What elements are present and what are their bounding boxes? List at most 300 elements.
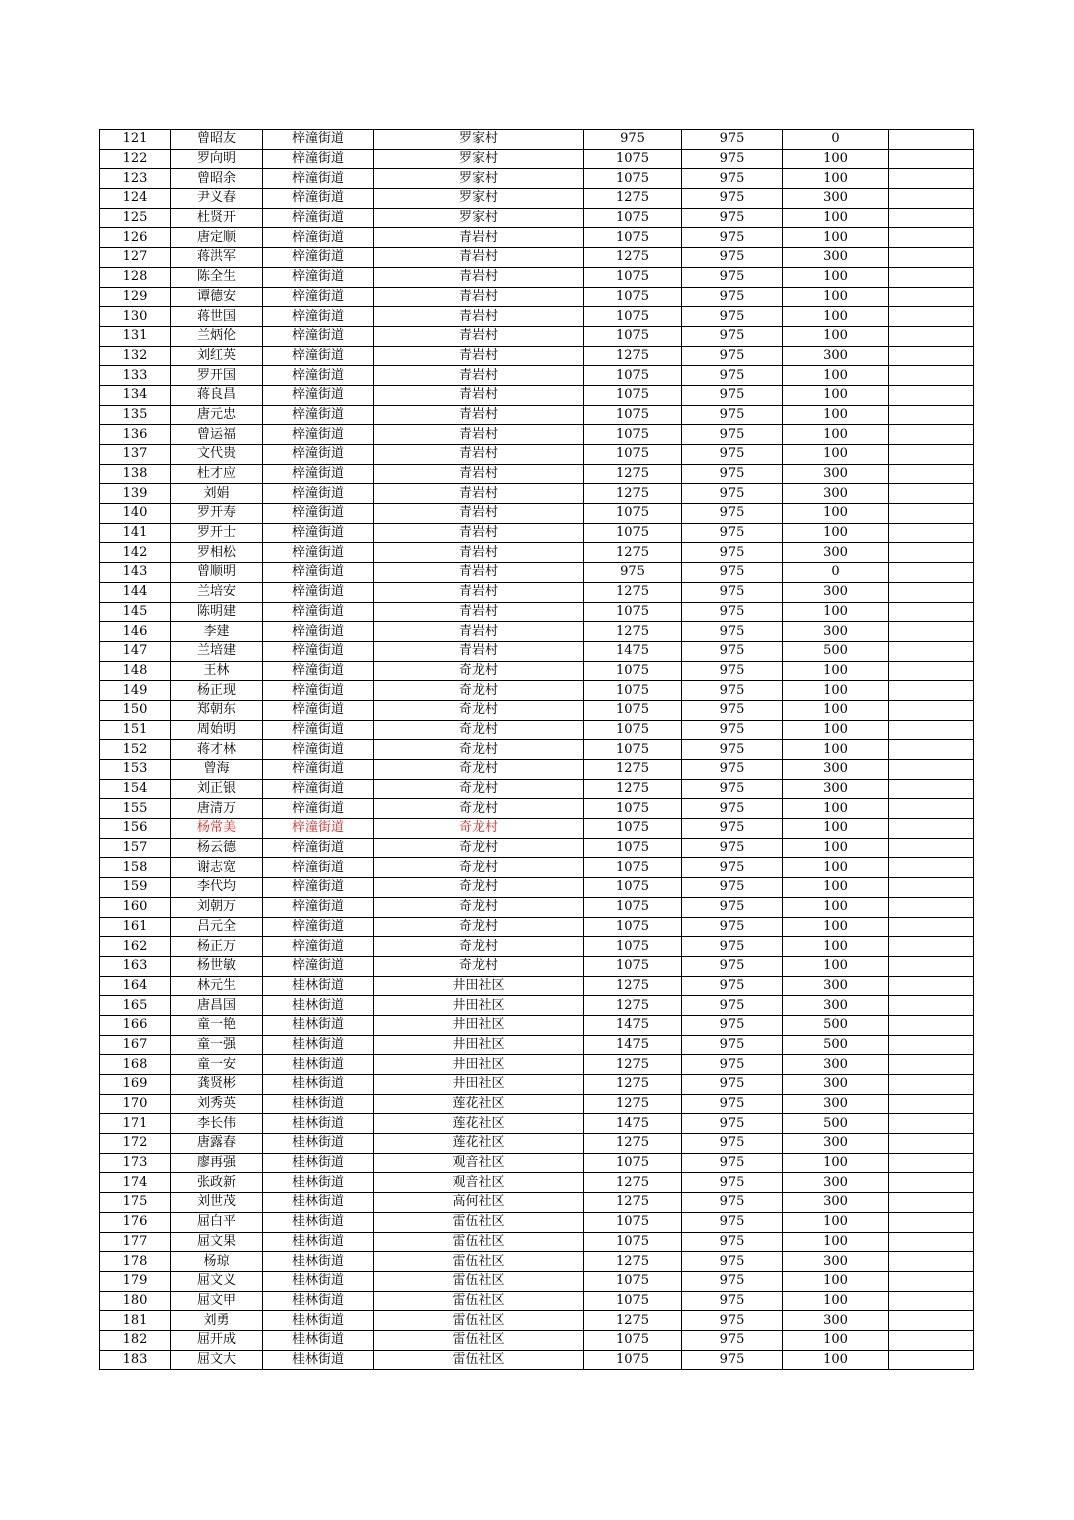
difference-cell: 100 [783,1350,889,1370]
remark-cell [889,1134,974,1154]
subdistrict-cell: 梓潼街道 [263,622,374,642]
amount-b-cell: 975 [682,523,783,543]
subdistrict-cell: 梓潼街道 [263,937,374,957]
table-row [100,405,974,425]
subdistrict-cell: 梓潼街道 [263,228,374,248]
amount-b-cell: 975 [682,484,783,504]
amount-b-cell: 975 [682,1232,783,1252]
table-row [100,366,974,386]
remark-cell [889,484,974,504]
subdistrict-cell: 桂林街道 [263,1291,374,1311]
table-row [100,130,974,150]
village-cell: 奇龙村 [374,819,584,839]
subdistrict-cell: 梓潼街道 [263,740,374,760]
difference-cell: 100 [783,405,889,425]
amount-a-cell: 1475 [584,641,682,661]
name-cell: 林元生 [171,976,263,996]
subdistrict-cell: 梓潼街道 [263,385,374,405]
subdistrict-cell: 梓潼街道 [263,720,374,740]
amount-a-cell: 1075 [584,819,682,839]
amount-a-cell: 1475 [584,1114,682,1134]
name-cell: 郑朝东 [171,700,263,720]
table-row [100,287,974,307]
amount-a-cell: 1275 [584,582,682,602]
subdistrict-cell: 梓潼街道 [263,346,374,366]
row-number-cell: 178 [100,1252,171,1272]
village-cell: 青岩村 [374,307,584,327]
subdistrict-cell: 梓潼街道 [263,405,374,425]
remark-cell [889,799,974,819]
name-cell: 谢志宽 [171,858,263,878]
village-cell: 雷伍社区 [374,1350,584,1370]
row-number-cell: 145 [100,602,171,622]
amount-a-cell: 1075 [584,740,682,760]
difference-cell: 100 [783,425,889,445]
remark-cell [889,1330,974,1350]
remark-cell [889,307,974,327]
subdistrict-cell: 梓潼街道 [263,366,374,386]
subdistrict-cell: 梓潼街道 [263,543,374,563]
amount-b-cell: 975 [682,1291,783,1311]
row-number-cell: 128 [100,267,171,287]
amount-a-cell: 1075 [584,1350,682,1370]
subdistrict-cell: 桂林街道 [263,1173,374,1193]
village-cell: 奇龙村 [374,779,584,799]
name-cell: 陈明建 [171,602,263,622]
amount-b-cell: 975 [682,740,783,760]
row-number-cell: 123 [100,169,171,189]
amount-a-cell: 1275 [584,464,682,484]
amount-a-cell: 1075 [584,445,682,465]
amount-a-cell: 1275 [584,1252,682,1272]
name-cell: 罗向明 [171,149,263,169]
difference-cell: 100 [783,937,889,957]
row-number-cell: 161 [100,917,171,937]
subdistrict-cell: 梓潼街道 [263,504,374,524]
remark-cell [889,1291,974,1311]
difference-cell: 100 [783,267,889,287]
amount-b-cell: 975 [682,1173,783,1193]
subdistrict-cell: 梓潼街道 [263,799,374,819]
village-cell: 罗家村 [374,189,584,209]
difference-cell: 100 [783,523,889,543]
name-cell: 陈全生 [171,267,263,287]
amount-a-cell: 1275 [584,1075,682,1095]
difference-cell: 300 [783,1173,889,1193]
name-cell: 兰培安 [171,582,263,602]
name-cell: 罗开士 [171,523,263,543]
table-row [100,1015,974,1035]
remark-cell [889,1173,974,1193]
amount-b-cell: 975 [682,858,783,878]
amount-b-cell: 975 [682,1350,783,1370]
subdistrict-cell: 梓潼街道 [263,681,374,701]
amount-b-cell: 975 [682,1114,783,1134]
village-cell: 雷伍社区 [374,1271,584,1291]
amount-a-cell: 1075 [584,917,682,937]
remark-cell [889,1212,974,1232]
village-cell: 奇龙村 [374,700,584,720]
amount-b-cell: 975 [682,976,783,996]
amount-b-cell: 975 [682,799,783,819]
remark-cell [889,425,974,445]
name-cell: 杨云德 [171,838,263,858]
row-number-cell: 139 [100,484,171,504]
difference-cell: 100 [783,366,889,386]
amount-b-cell: 975 [682,661,783,681]
amount-a-cell: 1075 [584,799,682,819]
difference-cell: 500 [783,1114,889,1134]
amount-a-cell: 1275 [584,996,682,1016]
amount-a-cell: 1075 [584,1330,682,1350]
village-cell: 青岩村 [374,484,584,504]
amount-b-cell: 975 [682,760,783,780]
row-number-cell: 130 [100,307,171,327]
difference-cell: 300 [783,543,889,563]
village-cell: 青岩村 [374,445,584,465]
village-cell: 雷伍社区 [374,1330,584,1350]
village-cell: 青岩村 [374,464,584,484]
amount-a-cell: 1075 [584,405,682,425]
amount-a-cell: 1275 [584,543,682,563]
subdistrict-cell: 桂林街道 [263,1232,374,1252]
row-number-cell: 164 [100,976,171,996]
amount-a-cell: 1075 [584,425,682,445]
difference-cell: 100 [783,602,889,622]
name-cell: 李建 [171,622,263,642]
difference-cell: 300 [783,1094,889,1114]
difference-cell: 100 [783,1271,889,1291]
remark-cell [889,464,974,484]
amount-a-cell: 1075 [584,228,682,248]
village-cell: 罗家村 [374,130,584,150]
table-row [100,760,974,780]
subdistrict-cell: 梓潼街道 [263,130,374,150]
row-number-cell: 171 [100,1114,171,1134]
village-cell: 青岩村 [374,366,584,386]
table-row [100,1075,974,1095]
amount-a-cell: 1075 [584,366,682,386]
remark-cell [889,1232,974,1252]
subdistrict-cell: 梓潼街道 [263,523,374,543]
name-cell: 唐露春 [171,1134,263,1154]
name-cell: 杨世敏 [171,956,263,976]
table-row [100,543,974,563]
difference-cell: 500 [783,1015,889,1035]
table-row [100,622,974,642]
difference-cell: 100 [783,819,889,839]
remark-cell [889,130,974,150]
amount-b-cell: 975 [682,464,783,484]
village-cell: 青岩村 [374,504,584,524]
name-cell: 屈文大 [171,1350,263,1370]
subdistrict-cell: 梓潼街道 [263,779,374,799]
amount-a-cell: 1275 [584,1193,682,1213]
name-cell: 谭德安 [171,287,263,307]
remark-cell [889,366,974,386]
name-cell: 杨常美 [171,819,263,839]
amount-b-cell: 975 [682,563,783,583]
remark-cell [889,1094,974,1114]
amount-b-cell: 975 [682,208,783,228]
village-cell: 青岩村 [374,385,584,405]
difference-cell: 100 [783,661,889,681]
subdistrict-cell: 梓潼街道 [263,189,374,209]
table-row [100,1330,974,1350]
amount-b-cell: 975 [682,622,783,642]
table-row [100,700,974,720]
amount-b-cell: 975 [682,681,783,701]
village-cell: 青岩村 [374,287,584,307]
name-cell: 唐定顺 [171,228,263,248]
row-number-cell: 175 [100,1193,171,1213]
name-cell: 罗开国 [171,366,263,386]
table-row [100,1291,974,1311]
table-row [100,1055,974,1075]
amount-a-cell: 1075 [584,897,682,917]
table-row [100,504,974,524]
table-row [100,208,974,228]
name-cell: 龚贤彬 [171,1075,263,1095]
table-row [100,681,974,701]
row-number-cell: 156 [100,819,171,839]
table-row [100,169,974,189]
village-cell: 雷伍社区 [374,1212,584,1232]
village-cell: 井田社区 [374,1055,584,1075]
remark-cell [889,700,974,720]
subdistrict-cell: 梓潼街道 [263,287,374,307]
difference-cell: 100 [783,917,889,937]
amount-a-cell: 1075 [584,326,682,346]
amount-a-cell: 1275 [584,1134,682,1154]
remark-cell [889,1252,974,1272]
amount-b-cell: 975 [682,897,783,917]
amount-a-cell: 1075 [584,307,682,327]
village-cell: 井田社区 [374,1075,584,1095]
table-row [100,267,974,287]
village-cell: 奇龙村 [374,661,584,681]
remark-cell [889,641,974,661]
table-row [100,189,974,209]
amount-b-cell: 975 [682,1252,783,1272]
amount-b-cell: 975 [682,917,783,937]
amount-b-cell: 975 [682,1153,783,1173]
name-cell: 刘红英 [171,346,263,366]
name-cell: 廖再强 [171,1153,263,1173]
village-cell: 观音社区 [374,1173,584,1193]
amount-b-cell: 975 [682,720,783,740]
amount-a-cell: 1275 [584,248,682,268]
village-cell: 青岩村 [374,405,584,425]
subdistrict-cell: 桂林街道 [263,1075,374,1095]
table-body [100,130,974,1370]
table-row [100,1350,974,1370]
table-row [100,248,974,268]
row-number-cell: 129 [100,287,171,307]
row-number-cell: 124 [100,189,171,209]
subdistrict-cell: 桂林街道 [263,1035,374,1055]
difference-cell: 0 [783,563,889,583]
row-number-cell: 141 [100,523,171,543]
amount-b-cell: 975 [682,307,783,327]
village-cell: 青岩村 [374,602,584,622]
remark-cell [889,405,974,425]
remark-cell [889,602,974,622]
remark-cell [889,248,974,268]
difference-cell: 100 [783,681,889,701]
row-number-cell: 135 [100,405,171,425]
amount-a-cell: 1275 [584,1173,682,1193]
name-cell: 屈白平 [171,1212,263,1232]
amount-a-cell: 1275 [584,779,682,799]
remark-cell [889,976,974,996]
row-number-cell: 162 [100,937,171,957]
subdistrict-cell: 梓潼街道 [263,169,374,189]
row-number-cell: 122 [100,149,171,169]
amount-a-cell: 1475 [584,1035,682,1055]
row-number-cell: 181 [100,1311,171,1331]
row-number-cell: 127 [100,248,171,268]
difference-cell: 300 [783,1311,889,1331]
row-number-cell: 149 [100,681,171,701]
amount-b-cell: 975 [682,267,783,287]
remark-cell [889,661,974,681]
amount-b-cell: 975 [682,504,783,524]
remark-cell [889,326,974,346]
difference-cell: 0 [783,130,889,150]
amount-b-cell: 975 [682,602,783,622]
difference-cell: 100 [783,700,889,720]
amount-b-cell: 975 [682,1035,783,1055]
remark-cell [889,189,974,209]
name-cell: 屈文果 [171,1232,263,1252]
remark-cell [889,208,974,228]
village-cell: 奇龙村 [374,858,584,878]
difference-cell: 100 [783,307,889,327]
name-cell: 杨正现 [171,681,263,701]
amount-a-cell: 1075 [584,661,682,681]
amount-b-cell: 975 [682,405,783,425]
row-number-cell: 150 [100,700,171,720]
amount-a-cell: 1275 [584,1094,682,1114]
table-row [100,779,974,799]
table-row [100,1094,974,1114]
village-cell: 奇龙村 [374,917,584,937]
amount-b-cell: 975 [682,543,783,563]
subdistrict-cell: 梓潼街道 [263,917,374,937]
subdistrict-cell: 桂林街道 [263,1330,374,1350]
difference-cell: 100 [783,740,889,760]
subdistrict-cell: 桂林街道 [263,1094,374,1114]
difference-cell: 100 [783,228,889,248]
village-cell: 井田社区 [374,976,584,996]
name-cell: 童一强 [171,1035,263,1055]
village-cell: 奇龙村 [374,956,584,976]
table-row [100,228,974,248]
difference-cell: 100 [783,956,889,976]
remark-cell [889,897,974,917]
subdistrict-cell: 桂林街道 [263,1350,374,1370]
table-row [100,1232,974,1252]
difference-cell: 500 [783,641,889,661]
amount-b-cell: 975 [682,1311,783,1331]
difference-cell: 100 [783,208,889,228]
amount-b-cell: 975 [682,1193,783,1213]
remark-cell [889,543,974,563]
difference-cell: 300 [783,248,889,268]
amount-a-cell: 1075 [584,169,682,189]
row-number-cell: 126 [100,228,171,248]
row-number-cell: 142 [100,543,171,563]
difference-cell: 100 [783,326,889,346]
subdistrict-cell: 梓潼街道 [263,897,374,917]
table-row [100,1173,974,1193]
row-number-cell: 173 [100,1153,171,1173]
subdistrict-cell: 梓潼街道 [263,563,374,583]
name-cell: 唐清万 [171,799,263,819]
amount-b-cell: 975 [682,1330,783,1350]
village-cell: 奇龙村 [374,897,584,917]
subdistrict-cell: 梓潼街道 [263,760,374,780]
difference-cell: 100 [783,1291,889,1311]
village-cell: 奇龙村 [374,760,584,780]
subdistrict-cell: 桂林街道 [263,996,374,1016]
subdistrict-cell: 梓潼街道 [263,700,374,720]
row-number-cell: 157 [100,838,171,858]
remark-cell [889,760,974,780]
name-cell: 杨琼 [171,1252,263,1272]
name-cell: 杨正万 [171,937,263,957]
subdistrict-cell: 梓潼街道 [263,464,374,484]
subdistrict-cell: 梓潼街道 [263,641,374,661]
amount-b-cell: 975 [682,819,783,839]
name-cell: 蒋才林 [171,740,263,760]
row-number-cell: 154 [100,779,171,799]
name-cell: 屈文义 [171,1271,263,1291]
table-row [100,838,974,858]
table-row [100,1114,974,1134]
remark-cell [889,858,974,878]
remark-cell [889,1350,974,1370]
remark-cell [889,445,974,465]
difference-cell: 100 [783,1330,889,1350]
table-row [100,464,974,484]
name-cell: 刘娟 [171,484,263,504]
amount-b-cell: 975 [682,779,783,799]
table-row [100,602,974,622]
amount-b-cell: 975 [682,1212,783,1232]
table-row [100,1035,974,1055]
subdistrict-cell: 梓潼街道 [263,149,374,169]
name-cell: 尹义春 [171,189,263,209]
subdistrict-cell: 梓潼街道 [263,602,374,622]
row-number-cell: 148 [100,661,171,681]
subdistrict-cell: 桂林街道 [263,1134,374,1154]
row-number-cell: 152 [100,740,171,760]
name-cell: 罗开寿 [171,504,263,524]
name-cell: 曾海 [171,760,263,780]
name-cell: 王林 [171,661,263,681]
amount-a-cell: 975 [584,563,682,583]
row-number-cell: 153 [100,760,171,780]
amount-b-cell: 975 [682,189,783,209]
difference-cell: 300 [783,189,889,209]
amount-b-cell: 975 [682,1055,783,1075]
row-number-cell: 170 [100,1094,171,1114]
amount-b-cell: 975 [682,1094,783,1114]
remark-cell [889,563,974,583]
name-cell: 曾昭友 [171,130,263,150]
